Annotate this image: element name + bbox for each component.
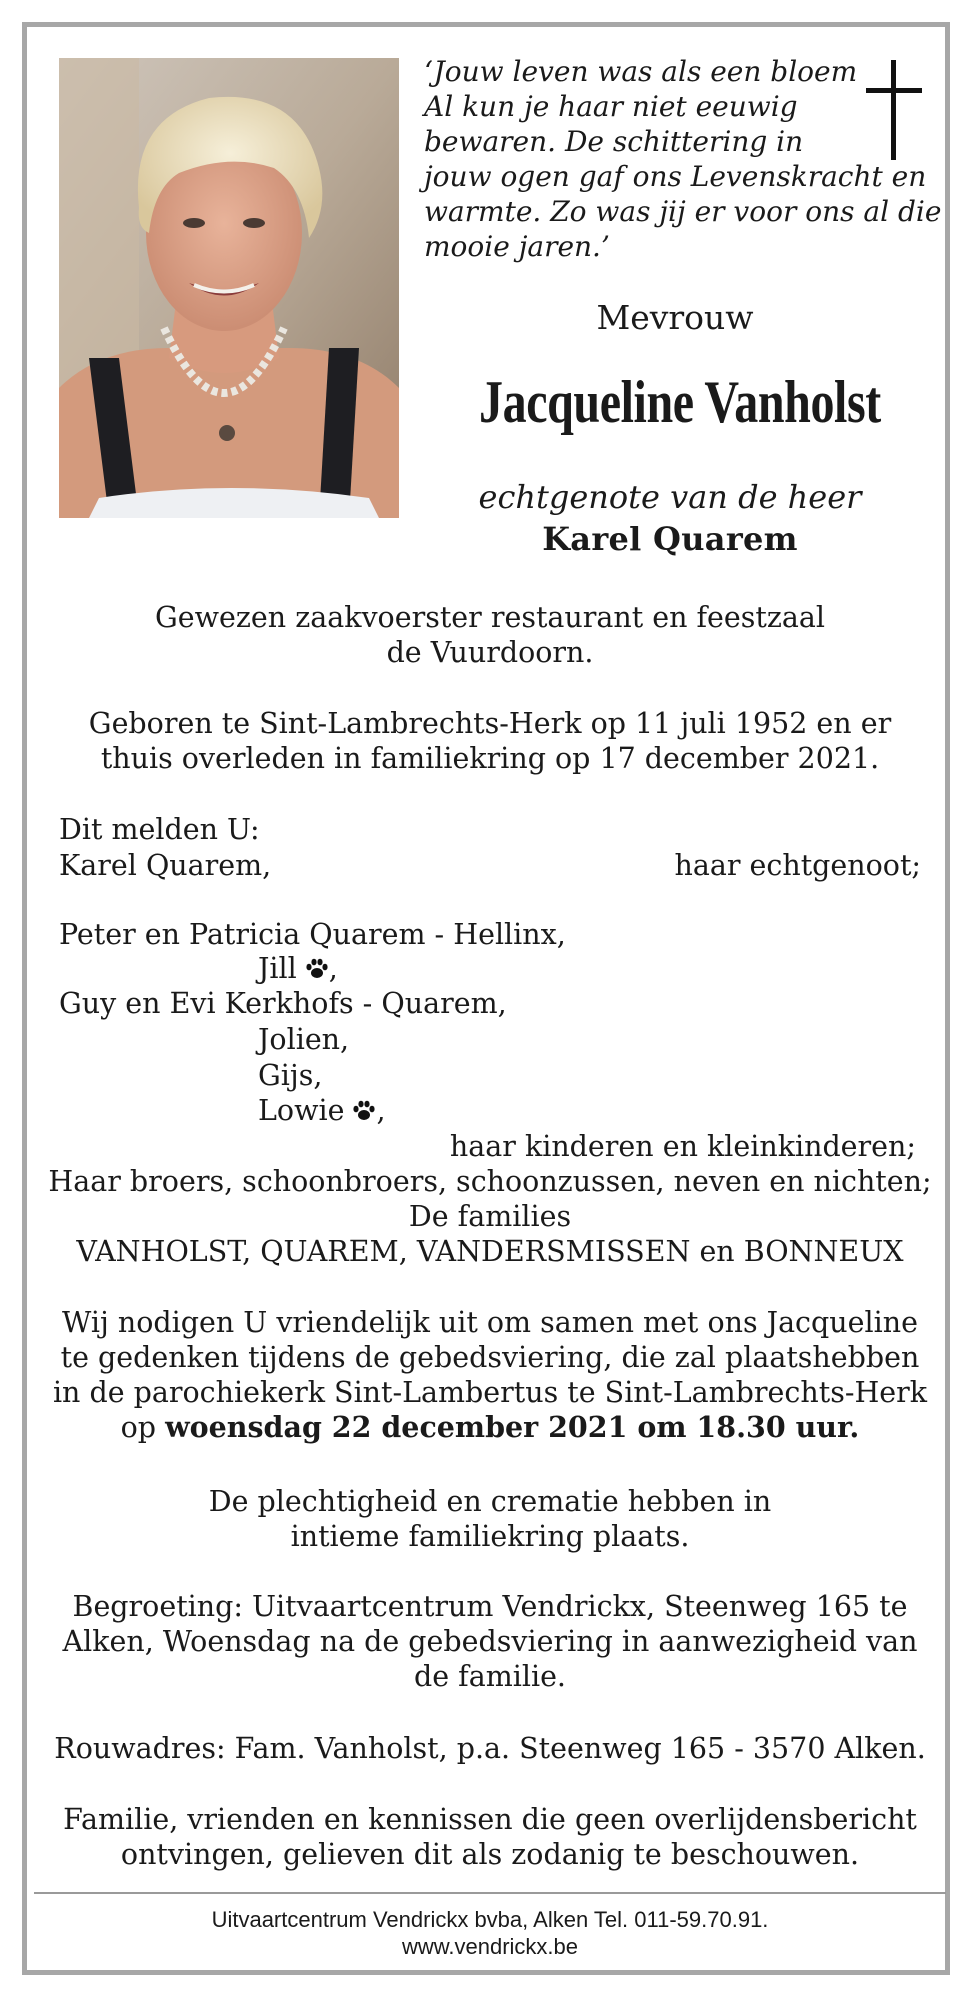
greeting-line: Begroeting: Uitvaartcentrum Vendrickx, Steenweg 165 te (72, 1590, 908, 1623)
occupation (0, 600, 980, 670)
mourning-address: Rouwadres: Fam. Vanholst, p.a. Steenweg 165 - 3570 Alken. (54, 1732, 926, 1765)
poem-line: jouw ogen gaf ons Levenskracht en (424, 160, 927, 193)
siblings: Haar broers, schoonbroers, schoonzussen, neven en nichten; (48, 1165, 932, 1198)
poem-line: ‘Jouw leven was als een bloem (424, 55, 858, 88)
invitation-prefix: op (120, 1411, 157, 1444)
grandchild-jill (258, 952, 338, 985)
grandchild-lowie (258, 1094, 386, 1127)
footer-divider (34, 1892, 946, 1894)
ceremony-date: woensdag 22 december 2021 om 18.30 uur. (165, 1410, 860, 1444)
spouse-name: Karel Quarem (542, 520, 798, 558)
occupation-line: Gewezen zaakvoerster restaurant en feestzaal (155, 601, 825, 634)
ceremony-line: intieme familiekring plaats. (290, 1520, 690, 1553)
invitation-line: Wij nodigen U vriendelijk uit om samen met ons Jacqueline (62, 1306, 918, 1339)
poem (424, 54, 942, 264)
poem-line: mooie jaren.’ (424, 230, 610, 263)
invitation (0, 1305, 980, 1445)
husband-name: Karel Quarem, (59, 849, 272, 882)
punctuation: , (328, 952, 338, 985)
notice-line: ontvingen, gelieven dit als zodanig te beschouwen. (120, 1838, 860, 1871)
paw-icon (305, 958, 329, 980)
greeting-line: Alken, Woensdag na de gebedsviering in aanwezigheid van (62, 1625, 918, 1658)
punctuation: , (376, 1094, 386, 1127)
honorific: Mevrouw (596, 298, 754, 337)
footer-website: www.vendrickx.be (401, 1934, 579, 1959)
invitation-line: in de parochiekerk Sint-Lambertus te Sint-Lambrechts-Herk (52, 1376, 928, 1409)
invitation-line (0, 1410, 980, 1445)
grandchild-gijs: Gijs, (258, 1059, 323, 1092)
portrait-photo (59, 58, 399, 518)
ceremony (0, 1484, 980, 1554)
greeting-line: de familie. (413, 1660, 566, 1693)
announce-intro: Dit melden U: (59, 813, 260, 846)
paw-icon (352, 1100, 376, 1122)
greeting (0, 1589, 980, 1694)
poem-line: bewaren. De schittering in (424, 125, 804, 158)
birth-death-line: thuis overleden in familiekring op 17 december 2021. (100, 742, 880, 775)
invitation-line: te gedenken tijdens de gebedsviering, die zal plaatshebben (60, 1341, 920, 1374)
birth-death-line: Geboren te Sint-Lambrechts-Herk op 11 juli 1952 en er (88, 707, 892, 740)
children-role: haar kinderen en kleinkinderen; (449, 1130, 916, 1163)
families: VANHOLST, QUAREM, VANDERSMISSEN en BONNEUX (76, 1235, 904, 1268)
birth-death (0, 706, 980, 776)
footer-company: Uitvaartcentrum Vendrickx bvba, Alken Tel. 011-59.70.91. (211, 1907, 769, 1932)
spouse-label: echtgenote van de heer (478, 478, 862, 516)
family-line: Peter en Patricia Quarem - Hellinx, (59, 918, 566, 951)
notice (0, 1802, 980, 1872)
ceremony-line: De plechtigheid en crematie hebben in (208, 1485, 772, 1518)
grandchild-name: Lowie (258, 1094, 345, 1127)
grandchild-jolien: Jolien, (258, 1023, 350, 1056)
families-label: De families (408, 1200, 572, 1233)
family-line: Guy en Evi Kerkhofs - Quarem, (59, 987, 507, 1020)
poem-line: Al kun je haar niet eeuwig (424, 90, 798, 123)
occupation-line: de Vuurdoorn. (386, 636, 594, 669)
husband-role: haar echtgenoot; (674, 849, 921, 882)
notice-line: Familie, vrienden en kennissen die geen overlijdensbericht (63, 1803, 917, 1836)
deceased-name: Jacqueline Vanholst (479, 369, 881, 435)
poem-line: warmte. Zo was jij er voor ons al die (424, 195, 942, 228)
grandchild-name: Jill (258, 952, 297, 985)
